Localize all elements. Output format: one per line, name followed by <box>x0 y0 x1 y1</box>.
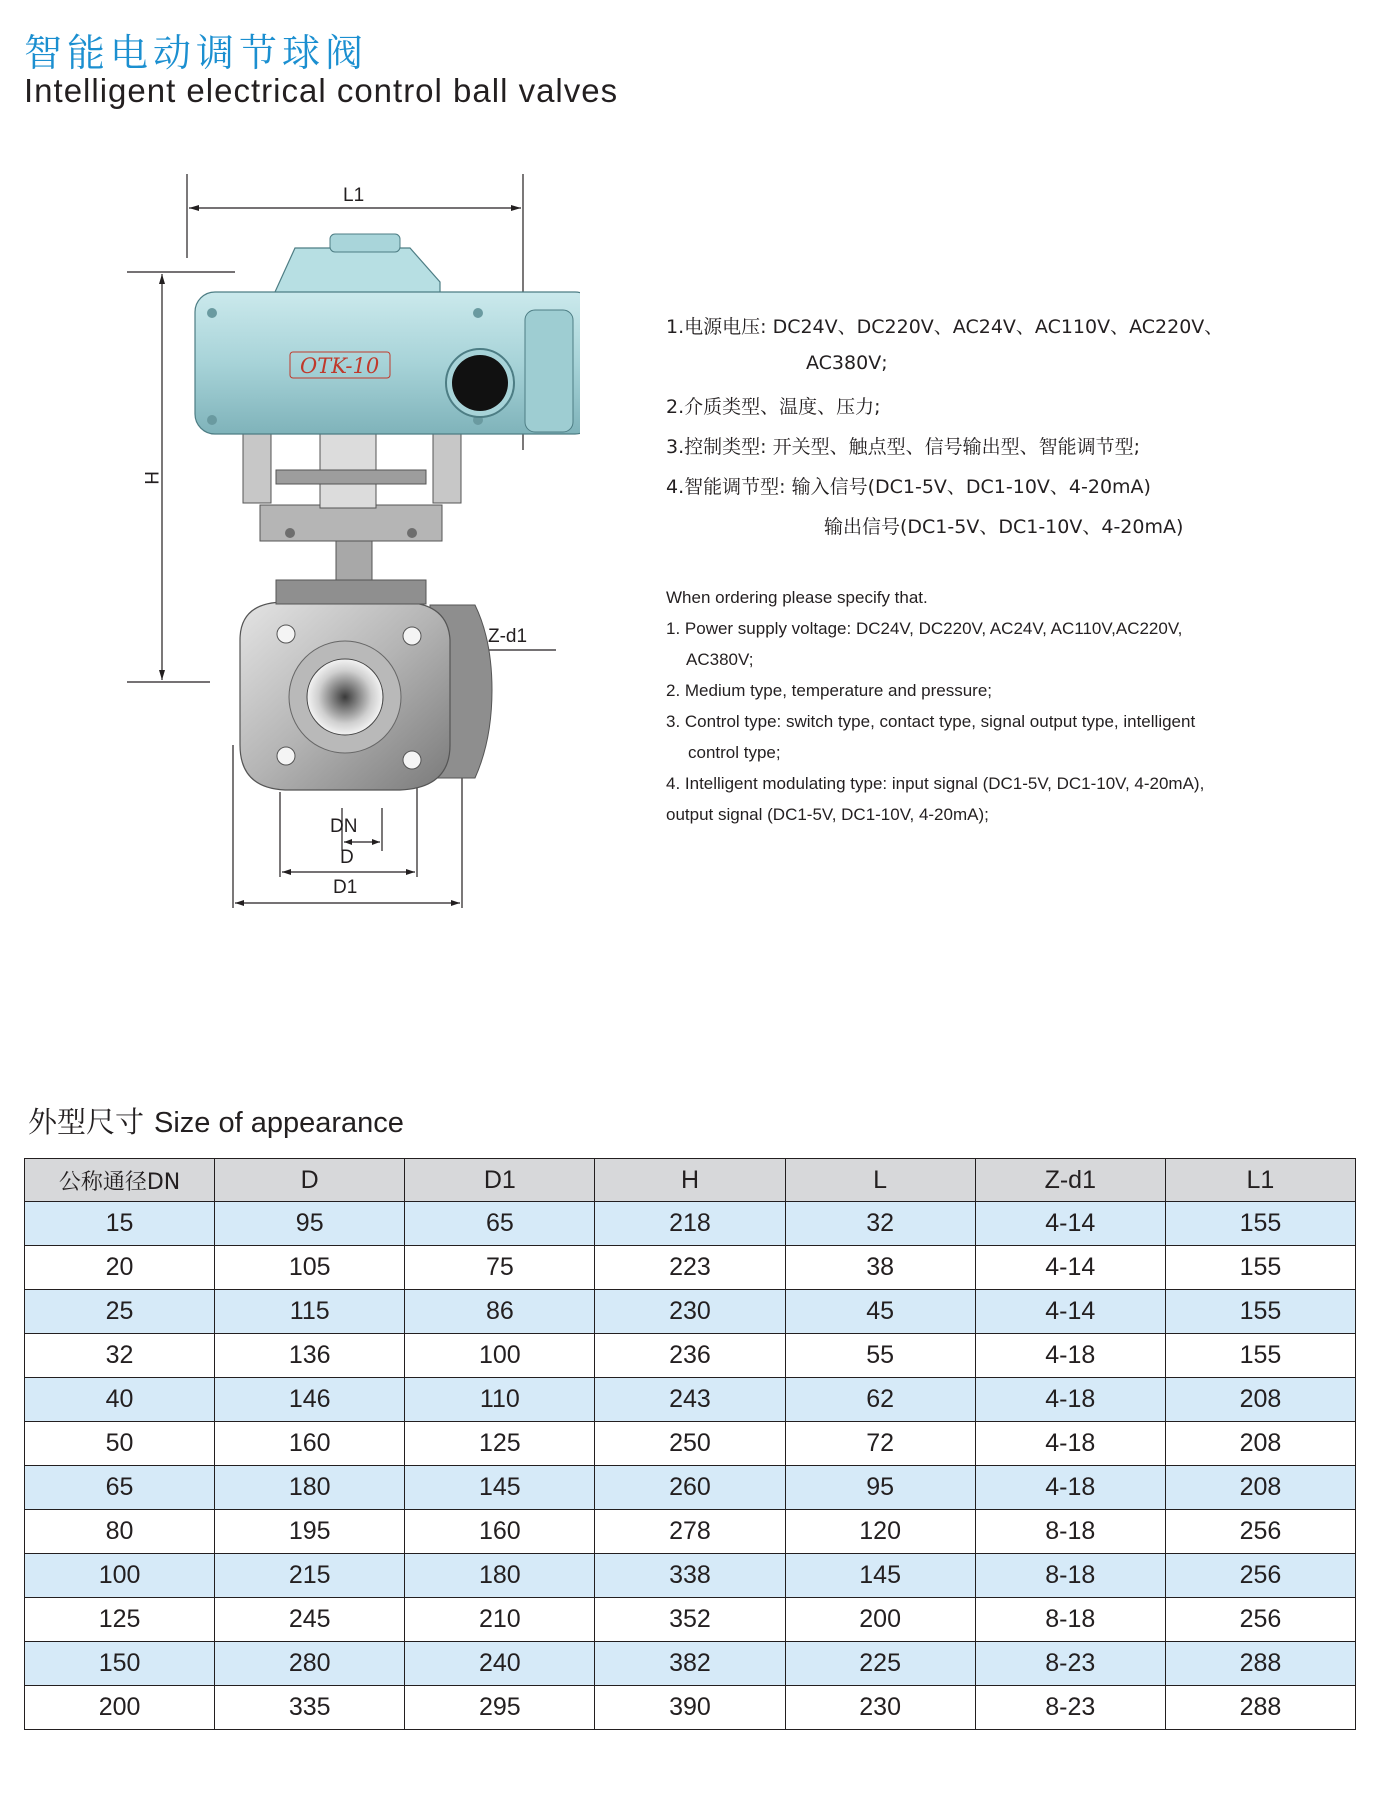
table-cell: 4-18 <box>975 1422 1165 1466</box>
size-heading-cn: 外型尺寸 <box>28 1105 145 1139</box>
table-cell: 243 <box>595 1378 785 1422</box>
table-cell: 55 <box>785 1334 975 1378</box>
spec-en-line: 3. Control type: switch type, contact type, signal output type, intelligent <box>666 712 1196 731</box>
column-header: L <box>785 1159 975 1202</box>
table-cell: 155 <box>1165 1290 1355 1334</box>
table-cell: 50 <box>25 1422 215 1466</box>
table-cell: 200 <box>25 1686 215 1730</box>
table-cell: 95 <box>785 1466 975 1510</box>
dimension-table-body <box>25 1202 1356 1730</box>
table-cell: 280 <box>215 1642 405 1686</box>
column-header: L1 <box>1165 1159 1355 1202</box>
column-header: D <box>215 1159 405 1202</box>
spec-en-line: When ordering please specify that. <box>666 588 928 607</box>
table-cell: 200 <box>785 1598 975 1642</box>
table-cell: 32 <box>785 1202 975 1246</box>
table-row <box>25 1510 1356 1554</box>
table-cell: 62 <box>785 1378 975 1422</box>
table-cell: 86 <box>405 1290 595 1334</box>
table-cell: 120 <box>785 1510 975 1554</box>
table-cell: 352 <box>595 1598 785 1642</box>
dimension-table <box>24 1158 1356 1730</box>
table-cell: 230 <box>595 1290 785 1334</box>
table-cell: 125 <box>405 1422 595 1466</box>
table-row <box>25 1642 1356 1686</box>
table-cell: 218 <box>595 1202 785 1246</box>
table-cell: 65 <box>405 1202 595 1246</box>
table-row <box>25 1334 1356 1378</box>
table-cell: 8-18 <box>975 1598 1165 1642</box>
table-cell: 125 <box>25 1598 215 1642</box>
table-row <box>25 1554 1356 1598</box>
table-cell: 155 <box>1165 1246 1355 1290</box>
spec-en-line: 4. Intelligent modulating type: input signal (DC1-5V, DC1-10V, 4-20mA), <box>666 774 1205 793</box>
nameplate-label: OTK-10 <box>300 354 380 378</box>
table-cell: 208 <box>1165 1378 1355 1422</box>
spec-en-line: control type; <box>688 743 781 762</box>
table-cell: 335 <box>215 1686 405 1730</box>
table-cell: 223 <box>595 1246 785 1290</box>
table-cell: 40 <box>25 1378 215 1422</box>
table-cell: 225 <box>785 1642 975 1686</box>
table-row <box>25 1686 1356 1730</box>
table-cell: 100 <box>25 1554 215 1598</box>
table-cell: 105 <box>215 1246 405 1290</box>
table-cell: 256 <box>1165 1510 1355 1554</box>
table-cell: 288 <box>1165 1642 1355 1686</box>
table-cell: 115 <box>215 1290 405 1334</box>
table-cell: 80 <box>25 1510 215 1554</box>
table-cell: 38 <box>785 1246 975 1290</box>
label-DN: DN <box>330 816 358 837</box>
table-cell: 65 <box>25 1466 215 1510</box>
table-cell: 288 <box>1165 1686 1355 1730</box>
table-cell: 250 <box>595 1422 785 1466</box>
spec-list-en <box>666 588 1366 836</box>
table-cell: 195 <box>215 1510 405 1554</box>
table-cell: 295 <box>405 1686 595 1730</box>
spec-cn-line: 3.控制类型: 开关型、触点型、信号输出型、智能调节型; <box>666 436 1140 458</box>
column-header: Z-d1 <box>975 1159 1165 1202</box>
table-row <box>25 1598 1356 1642</box>
table-cell: 72 <box>785 1422 975 1466</box>
table-cell: 146 <box>215 1378 405 1422</box>
valve-dimension-diagram <box>100 170 580 930</box>
label-Z-d1: Z-d1 <box>488 626 528 647</box>
spec-cn-line: 输出信号(DC1-5V、DC1-10V、4-20mA) <box>824 516 1184 538</box>
table-cell: 155 <box>1165 1334 1355 1378</box>
table-cell: 236 <box>595 1334 785 1378</box>
table-cell: 4-18 <box>975 1334 1165 1378</box>
label-D1: D1 <box>333 877 358 898</box>
column-header: D1 <box>405 1159 595 1202</box>
spec-cn-line: 1.电源电压: DC24V、DC220V、AC24V、AC110V、AC220V、 <box>666 316 1224 338</box>
table-cell: 15 <box>25 1202 215 1246</box>
spec-en-line: output signal (DC1-5V, DC1-10V, 4-20mA); <box>666 805 989 824</box>
table-cell: 180 <box>405 1554 595 1598</box>
table-cell: 208 <box>1165 1466 1355 1510</box>
table-cell: 230 <box>785 1686 975 1730</box>
spec-cn-line: AC380V; <box>806 352 888 374</box>
table-cell: 150 <box>25 1642 215 1686</box>
spec-list-cn <box>666 312 1366 552</box>
table-cell: 245 <box>215 1598 405 1642</box>
table-cell: 256 <box>1165 1598 1355 1642</box>
size-heading-en: Size of appearance <box>154 1107 404 1139</box>
table-cell: 110 <box>405 1378 595 1422</box>
table-cell: 240 <box>405 1642 595 1686</box>
table-cell: 4-18 <box>975 1466 1165 1510</box>
table-cell: 20 <box>25 1246 215 1290</box>
column-header: 公称通径DN <box>25 1159 215 1202</box>
table-cell: 8-18 <box>975 1554 1165 1598</box>
table-cell: 145 <box>405 1466 595 1510</box>
table-row <box>25 1202 1356 1246</box>
table-cell: 145 <box>785 1554 975 1598</box>
table-cell: 4-18 <box>975 1378 1165 1422</box>
table-cell: 25 <box>25 1290 215 1334</box>
table-header-row <box>25 1159 1356 1202</box>
table-cell: 8-23 <box>975 1642 1165 1686</box>
table-cell: 210 <box>405 1598 595 1642</box>
spec-cn-line: 4.智能调节型: 输入信号(DC1-5V、DC1-10V、4-20mA) <box>666 476 1151 498</box>
table-cell: 160 <box>405 1510 595 1554</box>
table-cell: 100 <box>405 1334 595 1378</box>
table-cell: 338 <box>595 1554 785 1598</box>
table-row <box>25 1422 1356 1466</box>
column-header: H <box>595 1159 785 1202</box>
table-cell: 4-14 <box>975 1246 1165 1290</box>
spec-cn-line: 2.介质类型、温度、压力; <box>666 396 881 418</box>
table-row <box>25 1246 1356 1290</box>
table-cell: 45 <box>785 1290 975 1334</box>
table-cell: 155 <box>1165 1202 1355 1246</box>
spec-en-line: 1. Power supply voltage: DC24V, DC220V, AC24V, AC110V,AC220V, <box>666 619 1183 638</box>
table-cell: 260 <box>595 1466 785 1510</box>
table-cell: 4-14 <box>975 1290 1165 1334</box>
table-cell: 75 <box>405 1246 595 1290</box>
table-cell: 8-23 <box>975 1686 1165 1730</box>
table-cell: 382 <box>595 1642 785 1686</box>
table-cell: 4-14 <box>975 1202 1165 1246</box>
table-row <box>25 1290 1356 1334</box>
spec-en-line: AC380V; <box>686 650 754 669</box>
bracket <box>243 416 461 604</box>
label-L1: L1 <box>343 185 365 206</box>
electric-actuator <box>195 234 580 434</box>
table-cell: 180 <box>215 1466 405 1510</box>
table-row <box>25 1378 1356 1422</box>
table-cell: 256 <box>1165 1554 1355 1598</box>
page-title-cn: 智能电动调节球阀 <box>24 31 369 75</box>
spec-en-line: 2. Medium type, temperature and pressure; <box>666 681 992 700</box>
table-cell: 215 <box>215 1554 405 1598</box>
table-cell: 390 <box>595 1686 785 1730</box>
page-title-en: Intelligent electrical control ball valves <box>24 72 619 109</box>
label-H: H <box>140 471 161 485</box>
table-cell: 136 <box>215 1334 405 1378</box>
table-cell: 278 <box>595 1510 785 1554</box>
label-D: D <box>340 847 354 868</box>
valve-body <box>240 602 492 790</box>
table-cell: 8-18 <box>975 1510 1165 1554</box>
table-row <box>25 1466 1356 1510</box>
table-cell: 95 <box>215 1202 405 1246</box>
table-cell: 32 <box>25 1334 215 1378</box>
table-cell: 208 <box>1165 1422 1355 1466</box>
table-cell: 160 <box>215 1422 405 1466</box>
size-section-heading <box>28 1100 404 1141</box>
